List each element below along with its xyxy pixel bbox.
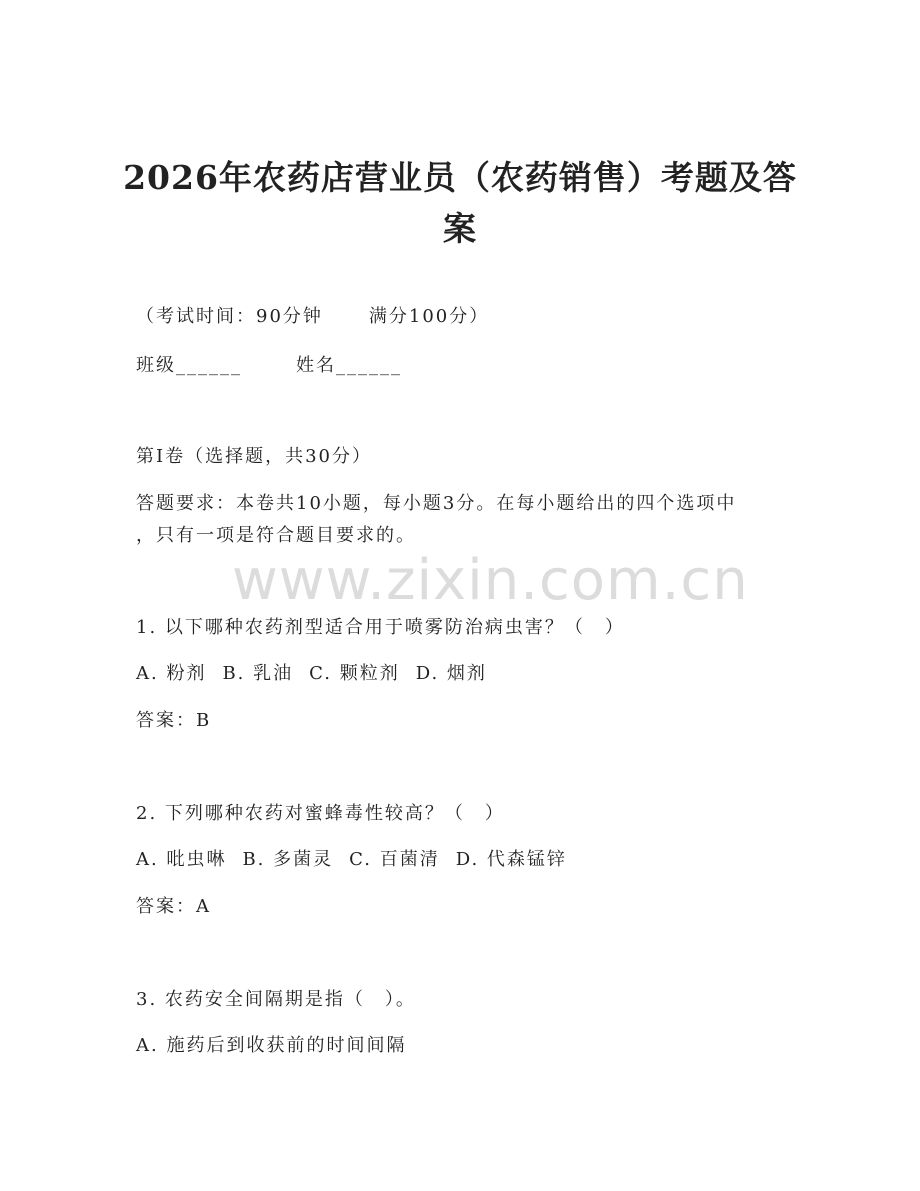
exam-score: 满分100分） (368, 306, 490, 327)
option: B. 乳油 (222, 663, 294, 684)
exam-time: （考试时间：90分钟 (136, 306, 323, 327)
section-heading: 第I卷（选择题，共30分） (136, 446, 373, 467)
exam-info (136, 302, 489, 328)
option: D. 烟剂 (415, 663, 487, 684)
question-1-options (136, 659, 503, 685)
option: D. 代森锰锌 (455, 849, 567, 870)
question-2-stem: 2. 下列哪种农药对蜜蜂毒性较高？（ ） (136, 803, 505, 824)
question-3-stem: 3. 农药安全间隔期是指（ ）。 (136, 989, 416, 1010)
option: B. 多菌灵 (242, 849, 334, 870)
name-field: 姓名______ (296, 355, 402, 376)
watermark: www.zixin.com.cn (232, 548, 749, 613)
section-instructions-line1: 答题要求：本卷共10小题，每小题3分。在每小题给出的四个选项中 (136, 493, 737, 514)
option: A. 吡虫啉 (136, 849, 227, 870)
option: A. 粉剂 (136, 663, 207, 684)
question-1-stem: 1. 以下哪种农药剂型适合用于喷雾防治病虫害？（ ） (136, 617, 625, 638)
document-title: 2026年农药店营业员（农药销售）考题及答案 (123, 158, 797, 248)
question-2-options (136, 845, 583, 871)
question-2-answer: 答案：A (136, 896, 211, 917)
section-instructions-line2: ，只有一项是符合题目要求的。 (136, 525, 416, 546)
question-1-answer: 答案：B (136, 710, 212, 731)
question-3-option-a: A. 施药后到收获前的时间间隔 (136, 1035, 407, 1056)
option: C. 百菌清 (349, 849, 440, 870)
class-field: 班级______ (136, 355, 242, 376)
student-fields (136, 351, 402, 377)
option: C. 颗粒剂 (309, 663, 400, 684)
